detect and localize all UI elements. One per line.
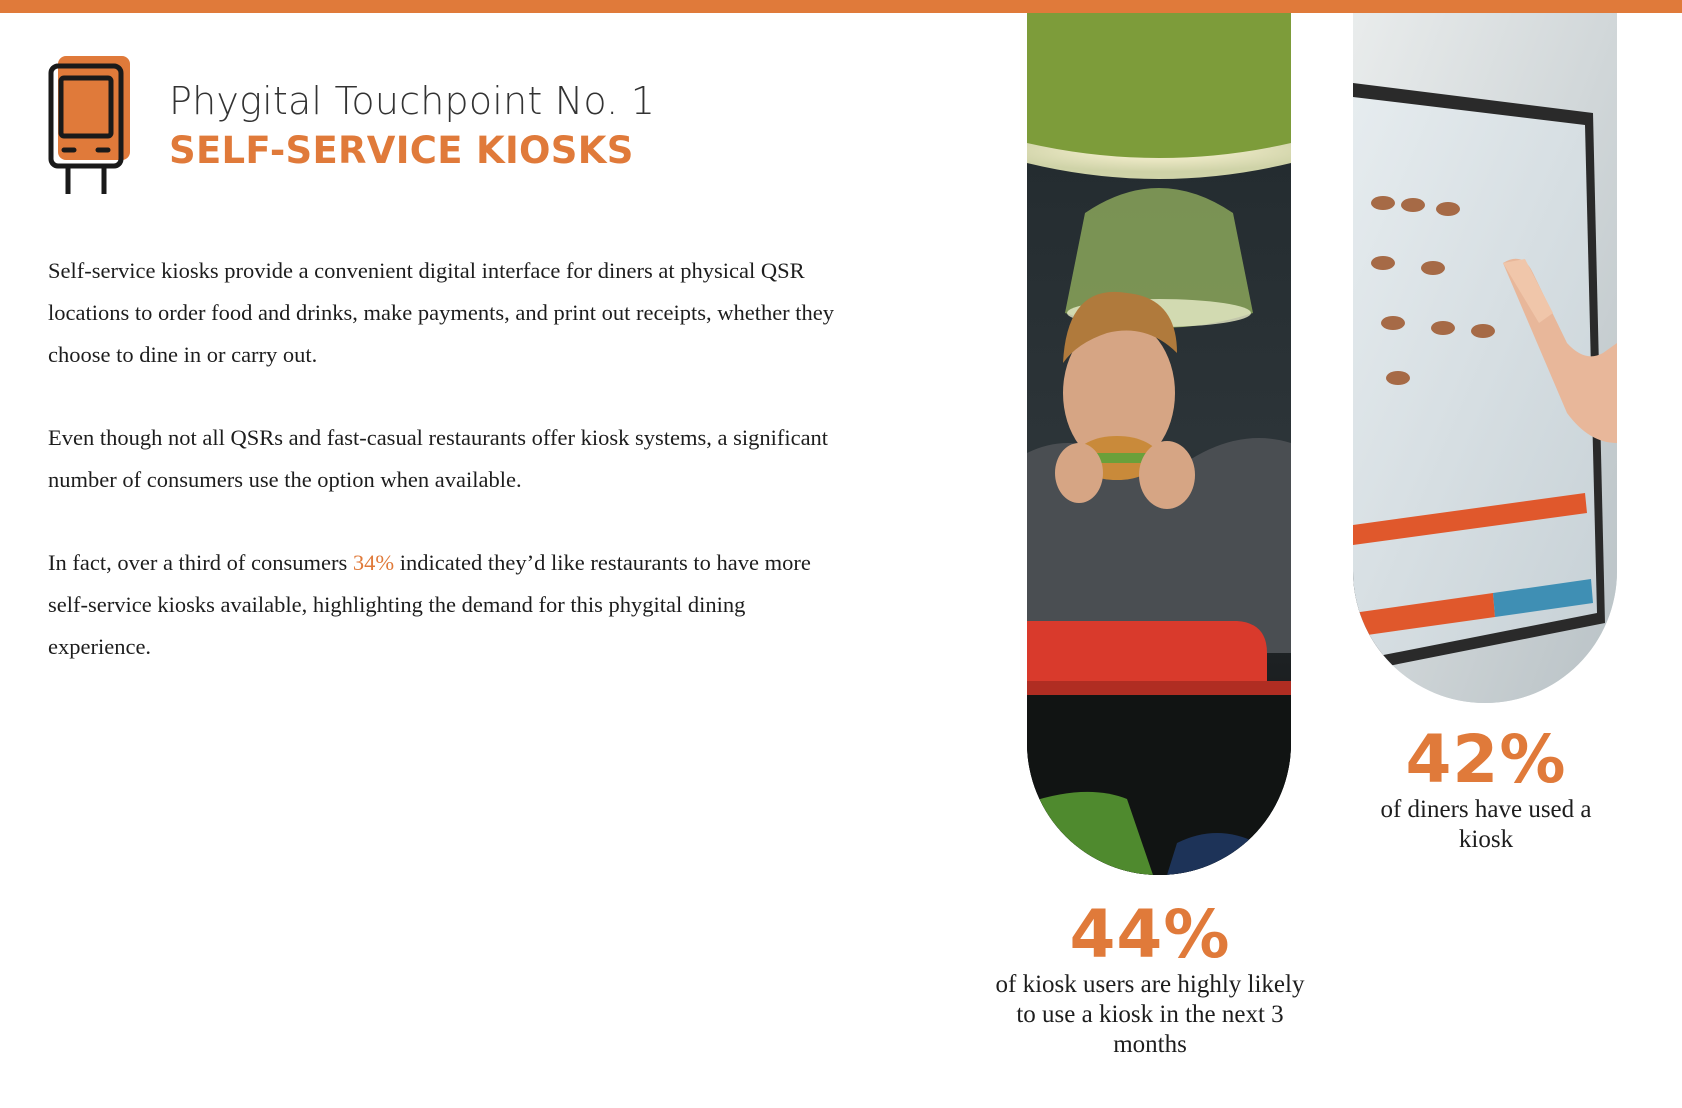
paragraph-1: Self-service kiosks provide a convenient digital interface for diners at physical QSR locations to order food and drinks, make payments, and print out receipts, whether they choose to dine in or carry out. — [48, 258, 835, 367]
top-accent-bar — [0, 0, 1682, 13]
burger-photo — [1027, 13, 1291, 875]
stat-used-kiosk — [1362, 721, 1610, 855]
body-text — [48, 250, 838, 709]
heading-subtitle: Phygital Touchpoint No. 1 — [169, 79, 656, 123]
paragraph-3 — [48, 542, 838, 668]
kiosk-photo — [1353, 13, 1617, 703]
stat-value-44: 44% — [1069, 896, 1231, 973]
kiosk-icon — [48, 56, 132, 196]
heading-title: SELF-SERVICE KIOSKS — [169, 129, 634, 172]
highlight-34-percent: 34% — [352, 550, 395, 575]
paragraph-2: Even though not all QSRs and fast-casual restaurants offer kiosk systems, a significant number of consumers use the option when available. — [48, 425, 829, 492]
paragraph-3-start: In fact, over a third of consumers — [48, 550, 353, 575]
stat-caption-44: of kiosk users are highly likely to use a kiosk in the next 3 months — [995, 971, 1305, 1058]
stat-caption-42: of diners have used a kiosk — [1380, 796, 1592, 853]
stat-value-42: 42% — [1405, 721, 1567, 798]
stat-likely-use — [990, 896, 1310, 1060]
page-heading — [169, 76, 869, 176]
paragraph-3-end: indicated they’d like restaurants to have more self-service kiosks available, highlighting the demand for this phygital dining experience. — [48, 550, 811, 659]
